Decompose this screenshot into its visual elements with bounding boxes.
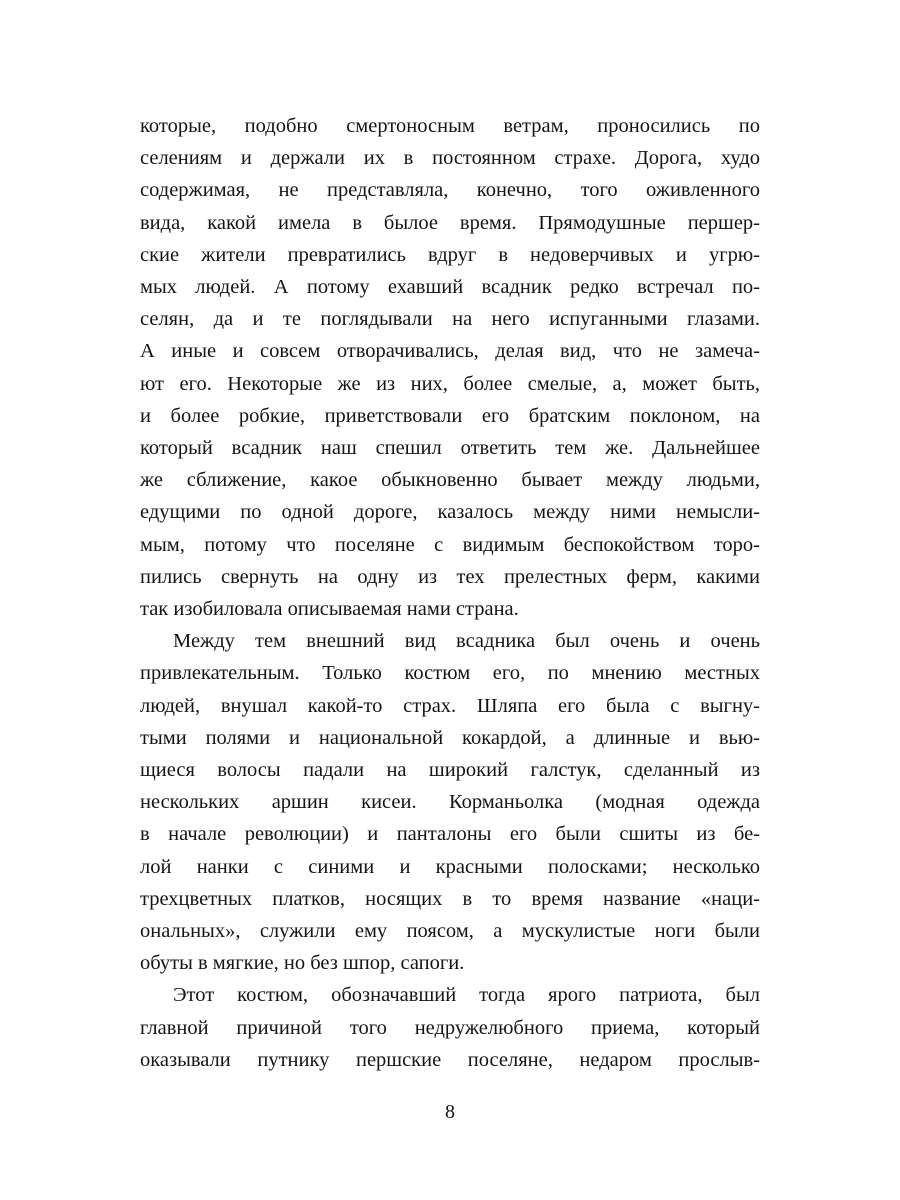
page-number: 8 — [445, 1101, 455, 1123]
text-line: ональных», служили ему поясом, а мускулистые ноги были — [140, 920, 760, 943]
text-line: которые, подобно смертоносным ветрам, проносились по — [140, 115, 760, 137]
text-line: который всадник наш спешил ответить тем же. Дальнейшее — [140, 437, 760, 460]
text-line: в начале революции) и панталоны его были сшиты из бе- — [140, 823, 760, 846]
text-line: оказывали путнику першские поселяне, недаром прослыв- — [140, 1048, 760, 1071]
paragraph — [140, 110, 760, 625]
text-line: А иные и совсем отворачивались, делая вид, что не замеча- — [140, 340, 760, 363]
text-line: ские жители превратились вдруг в недоверчивых и угрю- — [140, 243, 760, 266]
text-line: селениям и держали их в постоянном страхе. Дорога, худо — [140, 147, 760, 170]
text-line: мым, потому что поселяне с видимым беспокойством торо- — [140, 533, 760, 556]
text-line: вида, какой имела в былое время. Прямодушные першер- — [140, 211, 760, 234]
text-line: содержимая, не представляла, конечно, того оживленного — [140, 179, 760, 202]
text-line: едущими по одной дороге, казалось между ними немысли- — [140, 501, 760, 524]
text-line: селян, да и те поглядывали на него испуганными глазами. — [140, 308, 760, 331]
paragraph — [140, 979, 760, 1076]
text-line: пились свернуть на одну из тех прелестных ферм, какими — [140, 565, 760, 588]
text-line: лой нанки с синими и красными полосками; несколько — [140, 855, 760, 878]
text-line: нескольких аршин кисеи. Корманьолка (модная одежда — [140, 791, 760, 814]
text-line: тыми полями и национальной кокардой, а длинные и вью- — [140, 726, 760, 749]
text-line: мых людей. А потому ехавший всадник редко встречал по- — [140, 276, 760, 299]
text-line: же сближение, какое обыкновенно бывает между людьми, — [140, 469, 760, 492]
text-line: людей, внушал какой-то страх. Шляпа его была с выгну- — [140, 694, 760, 717]
text-line: и более робкие, приветствовали его братским поклоном, на — [140, 404, 760, 427]
text-line: трехцветных платков, носящих в то время название «наци- — [140, 887, 760, 910]
text-line: привлекательным. Только костюм его, по мнению местных — [140, 662, 760, 685]
text-block — [140, 110, 760, 1076]
text-line: Между тем внешний вид всадника был очень и очень — [173, 630, 760, 653]
text-line: так изобиловала описываемая нами страна. — [140, 598, 519, 621]
text-line: обуты в мягкие, но без шпор, сапоги. — [140, 952, 465, 975]
text-line: щиеся волосы падали на широкий галстук, сделанный из — [140, 759, 760, 782]
text-line: главной причиной того недружелюбного приема, который — [140, 1016, 760, 1039]
text-line: Этот костюм, обозначавший тогда ярого патриота, был — [173, 984, 760, 1007]
paragraph — [140, 625, 760, 979]
text-line: ют его. Некоторые же из них, более смелые, а, может быть, — [140, 372, 760, 395]
